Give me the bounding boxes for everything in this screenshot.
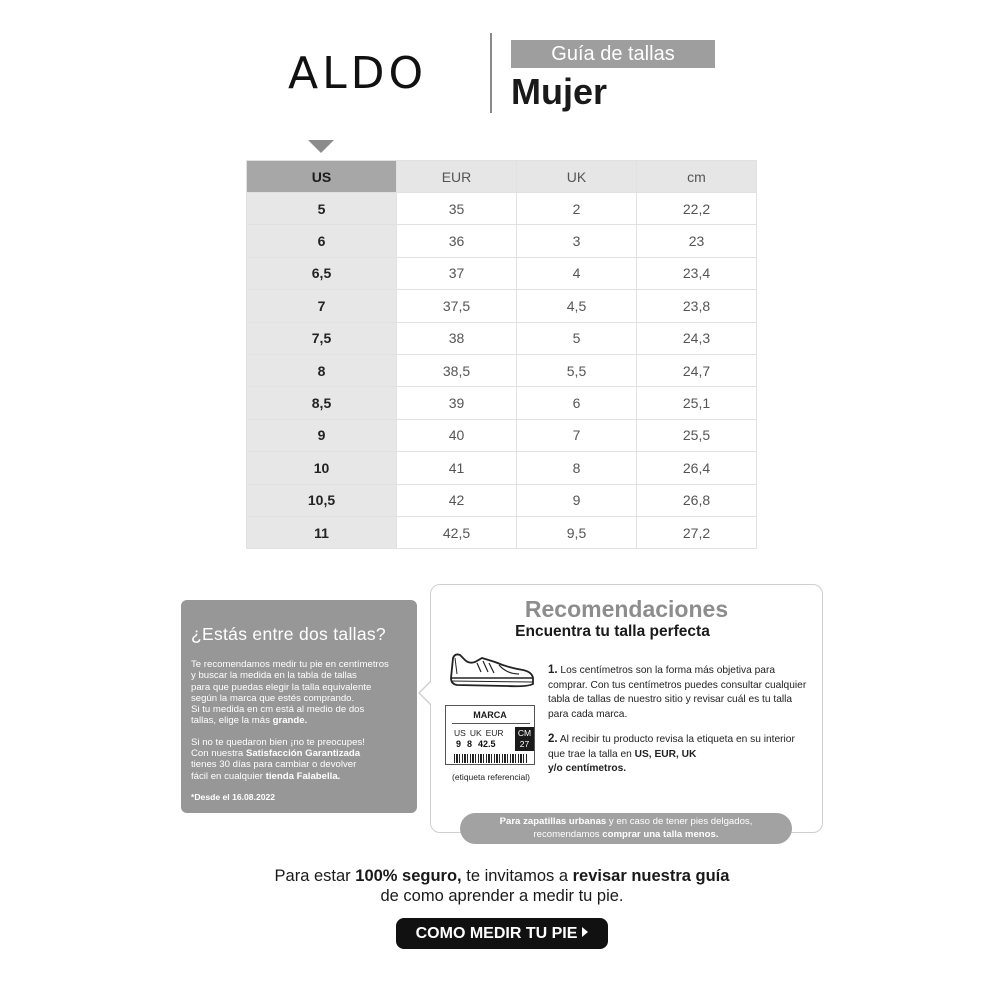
step-text: Al recibir tu producto revisa la etiqueta en su interior que trae la talla en [548, 734, 795, 760]
cell-us: 11 [247, 516, 397, 548]
cell-cm: 24,7 [637, 354, 757, 386]
label-value-eur: 42.5 [478, 739, 496, 749]
cell-uk: 9,5 [517, 516, 637, 548]
text-line [191, 715, 409, 726]
cell-us: 10 [247, 452, 397, 484]
label-value-us: 9 [456, 739, 462, 749]
text-fragment: Para estar [274, 867, 356, 885]
cell-eur: 41 [397, 452, 517, 484]
play-arrow-icon [582, 927, 588, 937]
cell-us: 7,5 [247, 322, 397, 354]
cell-uk: 5,5 [517, 354, 637, 386]
cell-us: 6,5 [247, 257, 397, 289]
step-number: 2. [548, 733, 558, 745]
text-fragment: fácil en cualquier [191, 770, 266, 782]
guide-badge: Guía de tallas [511, 40, 715, 68]
step-text: Los centímetros son la forma más objetiva para comprar. Con tus centímetros puedes consultar cualquier tabla de tallas de nuestro sitio y revisar cuál es tu talla para cada marca. [548, 665, 807, 721]
label-head-uk: UK [469, 728, 482, 738]
cell-uk: 9 [517, 484, 637, 516]
cell-cm: 23,8 [637, 290, 757, 322]
text-line: tienes 30 días para cambiar o devolver [191, 759, 357, 771]
header-divider [490, 33, 492, 113]
cell-cm: 23 [637, 225, 757, 257]
brand-logo: ALDO [288, 48, 428, 99]
text-line [191, 748, 409, 759]
text-fragment: tallas, elige la más [191, 715, 273, 727]
text-emphasis: tienda Falabella. [265, 770, 341, 782]
cell-us: 9 [247, 419, 397, 451]
cell-eur: 35 [397, 193, 517, 225]
page-title: Mujer [511, 71, 608, 112]
text-line: Te recomendamos medir tu pie en centímetros [191, 659, 389, 670]
label-caption: (etiqueta referencial) [452, 772, 530, 782]
cell-us: 8,5 [247, 387, 397, 419]
step-number: 1. [548, 664, 558, 676]
cell-uk: 5 [517, 322, 637, 354]
label-head-eur: EUR [485, 728, 504, 738]
size-table-body [247, 193, 757, 549]
recommendations-title: Recomendaciones [524, 596, 729, 622]
between-sizes-paragraph-2 [191, 737, 409, 782]
sneaker-icon [447, 648, 537, 690]
table-row [247, 193, 757, 225]
text-fragment: y en caso de tener pies delgados, [606, 816, 753, 827]
cell-eur: 42 [397, 484, 517, 516]
text-line [191, 771, 409, 782]
table-row [247, 290, 757, 322]
text-emphasis: comprar una talla menos. [602, 828, 719, 840]
label-brand: MARCA [473, 710, 507, 720]
size-label-illustration [445, 705, 535, 765]
cell-eur: 37 [397, 257, 517, 289]
cell-eur: 37,5 [397, 290, 517, 322]
cell-eur: 40 [397, 419, 517, 451]
label-cm-box [515, 727, 534, 751]
text-emphasis: 100% seguro, [355, 867, 462, 885]
recommendation-step-2 [548, 732, 810, 777]
cell-uk: 8 [517, 452, 637, 484]
text-line: Si no te quedaron bien ¡no te preocupes! [191, 736, 365, 748]
cell-uk: 4 [517, 257, 637, 289]
cell-us: 6 [247, 225, 397, 257]
cell-eur: 42,5 [397, 516, 517, 548]
cell-cm: 25,5 [637, 419, 757, 451]
cell-us: 5 [247, 193, 397, 225]
between-sizes-panel [181, 600, 417, 813]
how-to-measure-button[interactable] [396, 918, 608, 949]
tip-banner [460, 813, 792, 844]
table-row [247, 516, 757, 548]
recommendations-subtitle: Encuentra tu talla perfecta [515, 623, 710, 640]
text-emphasis: y/o centímetros. [548, 763, 627, 775]
label-value-cm: 27 [519, 739, 530, 749]
table-row [247, 484, 757, 516]
size-table [246, 160, 757, 549]
label-head-us: US [454, 728, 466, 738]
text-emphasis: Satisfacción Garantizada [245, 748, 361, 760]
table-row [247, 452, 757, 484]
text-line: para que puedas elegir la talla equivalente [191, 681, 372, 693]
cell-cm: 26,8 [637, 484, 757, 516]
text-emphasis: Para zapatillas urbanas [499, 816, 607, 827]
cell-cm: 22,2 [637, 193, 757, 225]
cell-eur: 36 [397, 225, 517, 257]
cell-cm: 24,3 [637, 322, 757, 354]
cell-uk: 3 [517, 225, 637, 257]
column-header-uk: UK [517, 161, 637, 193]
between-sizes-paragraph-1 [191, 659, 409, 727]
cell-cm: 26,4 [637, 452, 757, 484]
date-note: *Desde el 16.08.2022 [191, 791, 276, 802]
recommendation-step-1 [548, 663, 810, 723]
cell-cm: 23,4 [637, 257, 757, 289]
text-fragment: te invitamos a [461, 867, 573, 885]
table-row [247, 322, 757, 354]
table-row [247, 257, 757, 289]
cell-uk: 6 [517, 387, 637, 419]
table-header-row [247, 161, 757, 193]
cell-eur: 38,5 [397, 354, 517, 386]
cell-us: 10,5 [247, 484, 397, 516]
text-fragment: Con nuestra [191, 748, 246, 760]
text-fragment: recomendamos [533, 828, 603, 840]
label-head-cm: CM [517, 728, 532, 738]
cell-cm: 27,2 [637, 516, 757, 548]
text-line: Si tu medida en cm está al medio de dos [191, 704, 365, 716]
text-emphasis: grande. [272, 715, 308, 727]
cell-eur: 39 [397, 387, 517, 419]
column-header-eur: EUR [397, 161, 517, 193]
between-sizes-title: ¿Estás entre dos tallas? [191, 624, 386, 644]
column-header-us: US [247, 161, 397, 193]
cta-label: COMO MEDIR TU PIE [415, 925, 578, 942]
column-header-cm: cm [637, 161, 757, 193]
barcode-icon [454, 754, 528, 763]
footer-text-line-2: de como aprender a medir tu pie. [380, 887, 624, 905]
text-emphasis: revisar nuestra guía [572, 867, 730, 885]
label-values [456, 739, 502, 749]
label-value-uk: 8 [467, 739, 473, 749]
cell-uk: 4,5 [517, 290, 637, 322]
table-row [247, 354, 757, 386]
text-line: y buscar la medida en la tabla de tallas [191, 670, 357, 682]
cell-us: 7 [247, 290, 397, 322]
text-emphasis: US, EUR, UK [634, 748, 697, 760]
table-row [247, 387, 757, 419]
text-line: según la marca que estés comprando. [191, 692, 355, 704]
footer-text-line-1 [0, 867, 1004, 886]
table-row [247, 419, 757, 451]
label-headings [454, 728, 508, 738]
cell-uk: 7 [517, 419, 637, 451]
cell-uk: 2 [517, 193, 637, 225]
cell-us: 8 [247, 354, 397, 386]
table-row [247, 225, 757, 257]
cell-eur: 38 [397, 322, 517, 354]
column-marker-icon [308, 140, 334, 153]
cell-cm: 25,1 [637, 387, 757, 419]
